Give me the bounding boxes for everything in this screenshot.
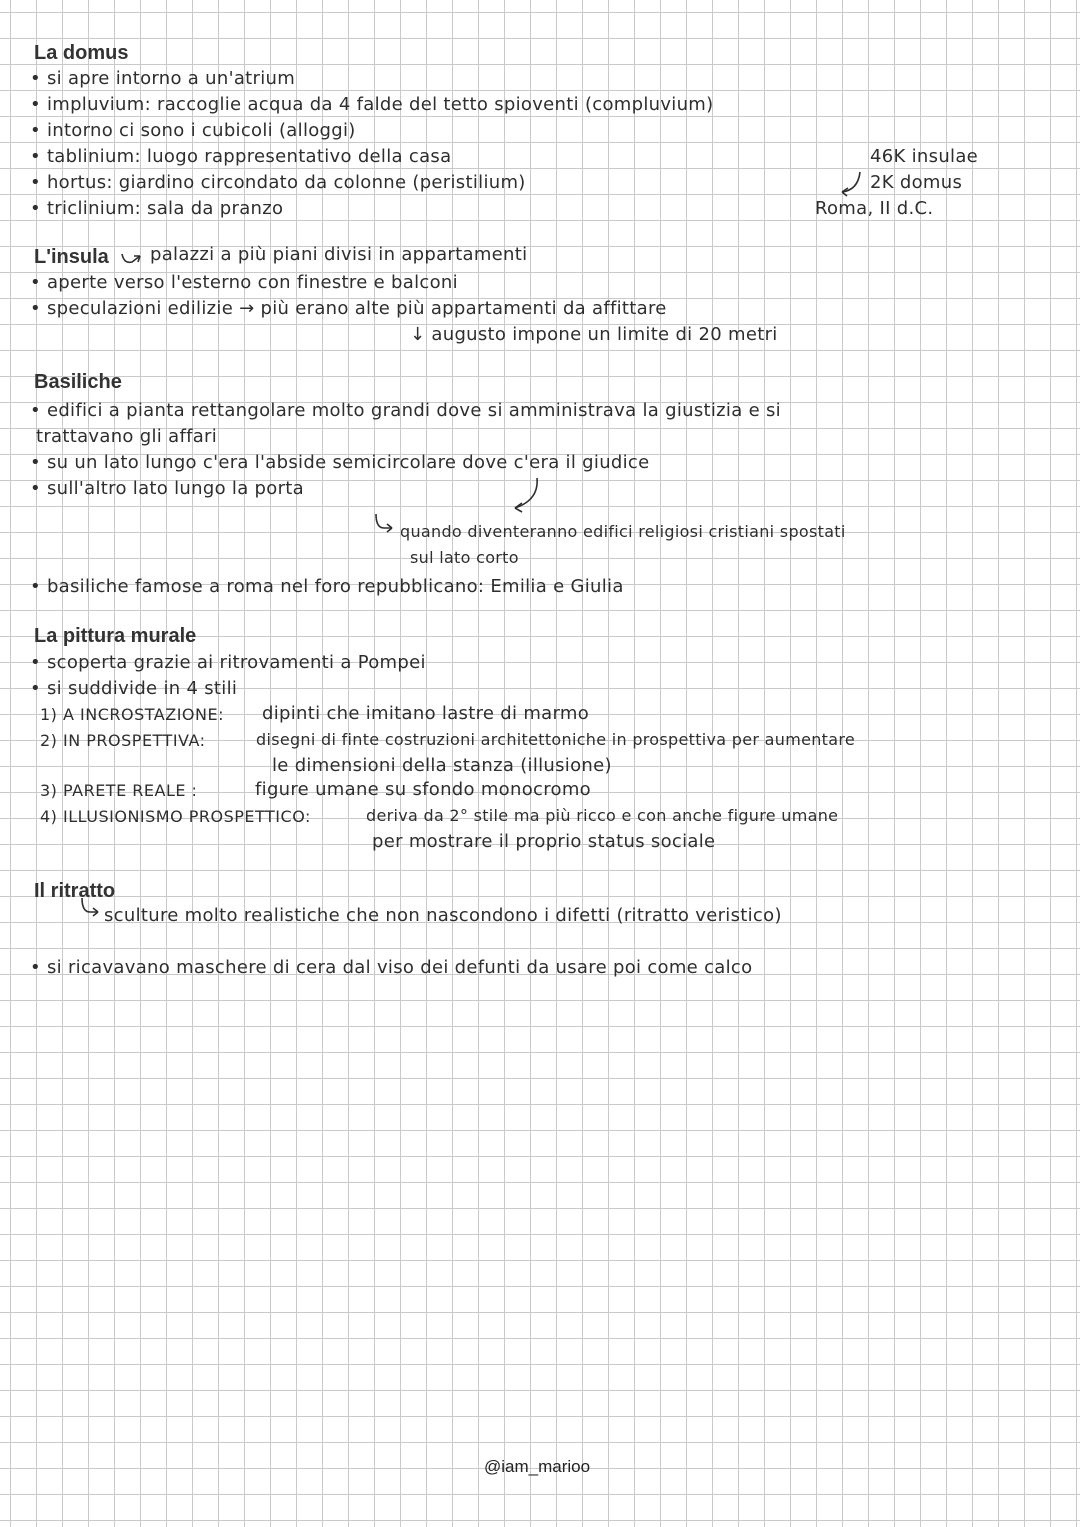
pittura-line-1: • scoperta grazie ai ritrovamenti a Pompei xyxy=(30,652,426,673)
hook-arrow-icon xyxy=(118,248,144,268)
basiliche-line-1: • edifici a pianta rettangolare molto grandi dove si amministrava la giustizia e si xyxy=(30,400,781,421)
side-note-roma: Roma, II d.C. xyxy=(815,198,934,219)
basiliche-hook-icon xyxy=(372,512,396,536)
style-2-continuation: le dimensioni della stanza (illusione) xyxy=(272,755,612,776)
side-note-insulae: 46K insulae xyxy=(870,146,979,167)
style-3-label: 3) PARETE REALE : xyxy=(40,781,198,800)
style-4-label: 4) ILLUSIONISMO PROSPETTICO: xyxy=(40,807,311,826)
basiliche-title: Basiliche xyxy=(34,371,122,393)
side-note-domus: 2K domus xyxy=(870,172,963,193)
domus-line-6: • triclinium: sala da pranzo xyxy=(30,198,284,219)
domus-line-1: • si apre intorno a un'atrium xyxy=(30,68,296,89)
style-4-text: deriva da 2° stile ma più ricco e con anche figure umane xyxy=(366,806,839,825)
style-3-text: figure umane su sfondo monocromo xyxy=(255,779,591,800)
basiliche-line-4: • sull'altro lato lungo la porta xyxy=(30,478,304,499)
insula-title: L'insula xyxy=(34,246,109,268)
style-4-continuation: per mostrare il proprio status sociale xyxy=(372,831,716,852)
insula-line-1: • aperte verso l'esterno con finestre e balconi xyxy=(30,272,458,293)
basiliche-note-2: sul lato corto xyxy=(410,548,519,567)
insula-line-2: • speculazioni edilizie → più erano alte più appartamenti da affittare xyxy=(30,298,667,319)
ritratto-line-2: • si ricavavano maschere di cera dal viso dei defunti da usare poi come calco xyxy=(30,957,753,978)
pittura-line-2: • si suddivide in 4 stili xyxy=(30,678,238,699)
domus-line-3: • intorno ci sono i cubicoli (alloggi) xyxy=(30,120,356,141)
insula-title-note: palazzi a più piani divisi in appartamenti xyxy=(150,244,528,265)
ritratto-title: Il ritratto xyxy=(34,880,116,902)
basiliche-arrow-icon xyxy=(505,474,545,518)
basiliche-line-2: trattavano gli affari xyxy=(36,426,218,447)
style-2-text: disegni di finte costruzioni architettoniche in prospettiva per aumentare xyxy=(256,730,856,749)
domus-title: La domus xyxy=(34,42,129,64)
domus-line-5: • hortus: giardino circondato da colonne (peristilium) xyxy=(30,172,526,193)
style-1-label: 1) A INCROSTAZIONE: xyxy=(40,705,224,724)
ritratto-line-1: sculture molto realistiche che non nascondono i difetti (ritratto veristico) xyxy=(104,905,782,926)
watermark: @iam_marioo xyxy=(484,1457,591,1476)
style-2-label: 2) IN PROSPETTIVA: xyxy=(40,731,206,750)
ritratto-hook-icon xyxy=(78,896,102,920)
style-1-text: dipinti che imitano lastre di marmo xyxy=(262,703,590,724)
basiliche-line-3: • su un lato lungo c'era l'abside semicircolare dove c'era il giudice xyxy=(30,452,650,473)
insula-sub-note: ↓ augusto impone un limite di 20 metri xyxy=(410,324,778,345)
domus-line-2: • impluvium: raccoglie acqua da 4 falde del tetto spioventi (compluvium) xyxy=(30,94,714,115)
basiliche-last-line: • basiliche famose a roma nel foro repubblicano: Emilia e Giulia xyxy=(30,576,624,597)
domus-line-4: • tablinium: luogo rappresentativo della casa xyxy=(30,146,452,167)
pittura-title: La pittura murale xyxy=(34,625,197,647)
side-note-arrow-icon xyxy=(838,168,868,198)
basiliche-note-1: quando diventeranno edifici religiosi cristiani spostati xyxy=(400,522,846,541)
